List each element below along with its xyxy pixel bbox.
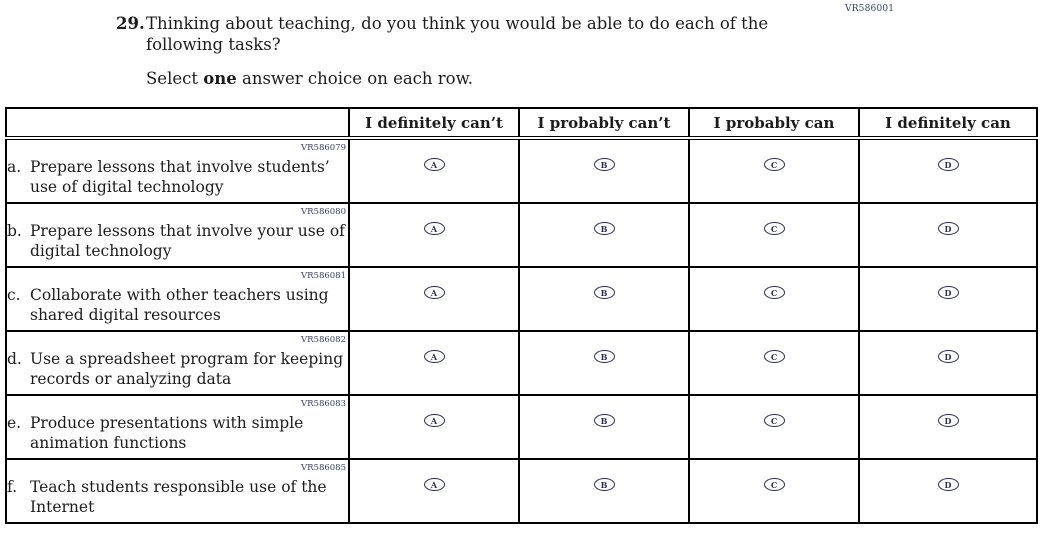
answer-cell: [859, 331, 1037, 395]
answer-cell: [689, 395, 859, 459]
header-probably-can: I probably can: [689, 108, 859, 138]
row-code: VR586080: [301, 207, 346, 217]
answer-cell: [349, 267, 519, 331]
item-letter: a.: [7, 158, 22, 176]
table-row: [6, 459, 1037, 523]
row-code: VR586079: [301, 143, 346, 153]
answer-bubble-c[interactable]: C: [764, 222, 785, 235]
answer-cell: [859, 203, 1037, 267]
answer-cell: [519, 203, 689, 267]
item-cell: [6, 203, 349, 267]
answer-bubble-a[interactable]: A: [424, 478, 445, 491]
answer-bubble-c[interactable]: C: [764, 158, 785, 171]
question-instruction: [146, 69, 816, 88]
item-text: Prepare lessons that involve your use of digital technology: [30, 222, 345, 260]
answer-cell: [349, 459, 519, 523]
question-text: Thinking about teaching, do you think you would be able to do each of the following tasks?: [146, 14, 769, 55]
answer-cell: [689, 331, 859, 395]
table-row: [6, 331, 1037, 395]
table-row: [6, 395, 1037, 459]
answer-bubble-c[interactable]: C: [764, 478, 785, 491]
table-row: [6, 203, 1037, 267]
question-block: [116, 13, 816, 88]
answer-cell: [349, 203, 519, 267]
answer-bubble-d[interactable]: D: [938, 158, 959, 171]
table-row: [6, 267, 1037, 331]
answer-cell: [519, 138, 689, 203]
answer-cell: [519, 331, 689, 395]
form-code: VR586001: [845, 4, 895, 14]
answer-bubble-a[interactable]: A: [424, 414, 445, 427]
row-code: VR586082: [301, 335, 346, 345]
item-cell: [6, 395, 349, 459]
answer-cell: [859, 138, 1037, 203]
answer-bubble-c[interactable]: C: [764, 350, 785, 363]
answer-bubble-b[interactable]: B: [594, 222, 615, 235]
header-row: [6, 108, 1037, 138]
header-empty-cell: [6, 108, 349, 138]
row-code: VR586081: [301, 271, 346, 281]
item-text: Teach students responsible use of the Internet: [30, 478, 327, 516]
answer-bubble-c[interactable]: C: [764, 414, 785, 427]
answer-cell: [349, 138, 519, 203]
row-code: VR586085: [301, 463, 346, 473]
instruction-prefix: Select: [146, 68, 204, 88]
header-probably-cant: I probably can’t: [519, 108, 689, 138]
answer-cell: [689, 267, 859, 331]
item-letter: d.: [7, 350, 22, 368]
answer-cell: [349, 395, 519, 459]
answer-bubble-a[interactable]: A: [424, 286, 445, 299]
answer-cell: [349, 331, 519, 395]
answer-cell: [519, 395, 689, 459]
table-row: [6, 138, 1037, 203]
item-letter: c.: [7, 286, 21, 304]
answer-bubble-d[interactable]: D: [938, 286, 959, 299]
answer-cell: [859, 395, 1037, 459]
answer-bubble-b[interactable]: B: [594, 286, 615, 299]
answer-bubble-b[interactable]: B: [594, 478, 615, 491]
answer-bubble-a[interactable]: A: [424, 158, 445, 171]
answer-bubble-b[interactable]: B: [594, 414, 615, 427]
answer-cell: [689, 138, 859, 203]
answer-cell: [689, 203, 859, 267]
answer-cell: [519, 267, 689, 331]
item-text: Use a spreadsheet program for keeping records or analyzing data: [30, 350, 344, 388]
answer-bubble-a[interactable]: A: [424, 222, 445, 235]
answer-cell: [689, 459, 859, 523]
item-cell: [6, 459, 349, 523]
answer-bubble-d[interactable]: D: [938, 350, 959, 363]
item-text: Produce presentations with simple animation functions: [30, 414, 304, 452]
item-letter: e.: [7, 414, 22, 432]
survey-table: [5, 107, 1038, 524]
item-letter: b.: [7, 222, 22, 240]
answer-bubble-d[interactable]: D: [938, 222, 959, 235]
question-number: 29.: [116, 14, 145, 33]
item-cell: [6, 138, 349, 203]
answer-bubble-d[interactable]: D: [938, 478, 959, 491]
answer-bubble-a[interactable]: A: [424, 350, 445, 363]
item-cell: [6, 267, 349, 331]
item-letter: f.: [7, 478, 18, 496]
answer-cell: [519, 459, 689, 523]
answer-bubble-d[interactable]: D: [938, 414, 959, 427]
header-definitely-can: I definitely can: [859, 108, 1037, 138]
item-text: Prepare lessons that involve students’ use of digital technology: [30, 158, 330, 196]
answer-cell: [859, 267, 1037, 331]
instruction-suffix: answer choice on each row.: [236, 68, 474, 88]
row-code: VR586083: [301, 399, 346, 409]
instruction-bold-word: one: [203, 68, 237, 88]
answer-bubble-b[interactable]: B: [594, 158, 615, 171]
answer-cell: [859, 459, 1037, 523]
answer-bubble-c[interactable]: C: [764, 286, 785, 299]
answer-bubble-b[interactable]: B: [594, 350, 615, 363]
item-cell: [6, 331, 349, 395]
header-definitely-cant: I definitely can’t: [349, 108, 519, 138]
item-text: Collaborate with other teachers using shared digital resources: [30, 286, 329, 324]
